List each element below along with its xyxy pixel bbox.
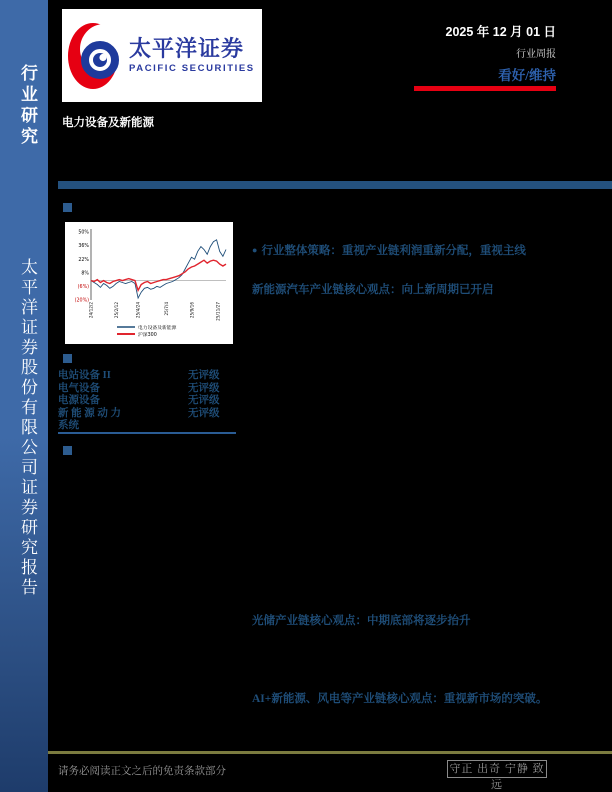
highlight-strategy [252,243,604,259]
company-motto: 守正 出奇 宁静 致远 [447,760,547,778]
svg-text:22%: 22% [78,257,89,263]
rating-value: 无评级 [188,395,220,407]
svg-text:电力设备及新能源: 电力设备及新能源 [138,325,177,331]
footer-divider-line [48,751,612,754]
rating-name: 电气设备 [58,382,100,394]
logo-name-en: PACIFIC SECURITIES [129,63,255,74]
highlight-solar-storage: 光储产业链核心观点：中期底部将逐步抬升 [252,615,471,627]
svg-text:(6%): (6%) [77,285,89,290]
sidebar-company-label: 太平洋证券股份有限公司证券研究报告 [18,258,37,598]
section-marker-icon [63,446,72,455]
logo-text [129,37,255,74]
highlight-ev: 新能源汽车产业链核心观点：向上新周期已开启 [252,284,494,296]
ratings-underline [58,432,236,434]
relative-performance-chart [65,222,233,344]
report-meta [414,22,556,91]
svg-text:36%: 36% [78,244,89,250]
rating-value: 无评级 [188,382,220,394]
svg-text:25/9/16: 25/9/16 [189,302,195,319]
industry-rating: 看好/维持 [498,68,556,83]
bullet-icon: ● [252,245,258,255]
rating-name: 电站设备 II [58,370,111,381]
svg-text:25/4/24: 25/4/24 [135,302,141,319]
rating-name: 电源设备 [58,395,100,407]
rating-row [58,370,236,383]
svg-text:(20%): (20%) [74,298,89,304]
section-marker-icon [63,354,72,363]
rating-row [58,408,236,421]
pacific-securities-logo-icon [67,20,125,92]
svg-text:25/2/12: 25/2/12 [114,302,119,319]
highlight-ai-wind: AI+新能源、风电等产业链核心观点：重视新市场的突破。 [252,693,548,705]
header-divider-bar [58,181,612,189]
svg-text:8%: 8% [81,271,89,277]
svg-text:25/7/4: 25/7/4 [163,302,169,316]
industry-name: 电力设备及新能源 [62,117,154,129]
logo-name-cn: 太平洋证券 [129,36,245,61]
section-marker-icon [63,203,72,212]
sidebar-category-label: 行业研究 [18,64,37,148]
rating-value: 无评级 [188,407,220,419]
svg-text:25/11/27: 25/11/27 [215,302,221,321]
rating-name: 新 能 源 动 力 [58,407,121,419]
report-type: 行业周报 [516,49,556,60]
highlight-strategy-text: 行业整体策略：重视产业链利润重新分配，重视主线 [261,245,526,257]
svg-text:50%: 50% [78,230,89,236]
rating-value: 无评级 [188,370,220,381]
left-sidebar [0,0,48,792]
rating-row [58,383,236,396]
company-logo [62,9,262,102]
svg-text:24/12/2: 24/12/2 [88,302,94,319]
subindustry-rating-table [58,370,236,433]
report-date: 2025 年 12 月 01 日 [445,25,556,39]
rating-row [58,395,236,408]
rating-name: 系统 [58,420,79,432]
red-accent-bar [414,86,556,91]
svg-text:沪深300: 沪深300 [138,332,157,338]
disclaimer-note: 请务必阅读正文之后的免责条款部分 [58,766,226,777]
